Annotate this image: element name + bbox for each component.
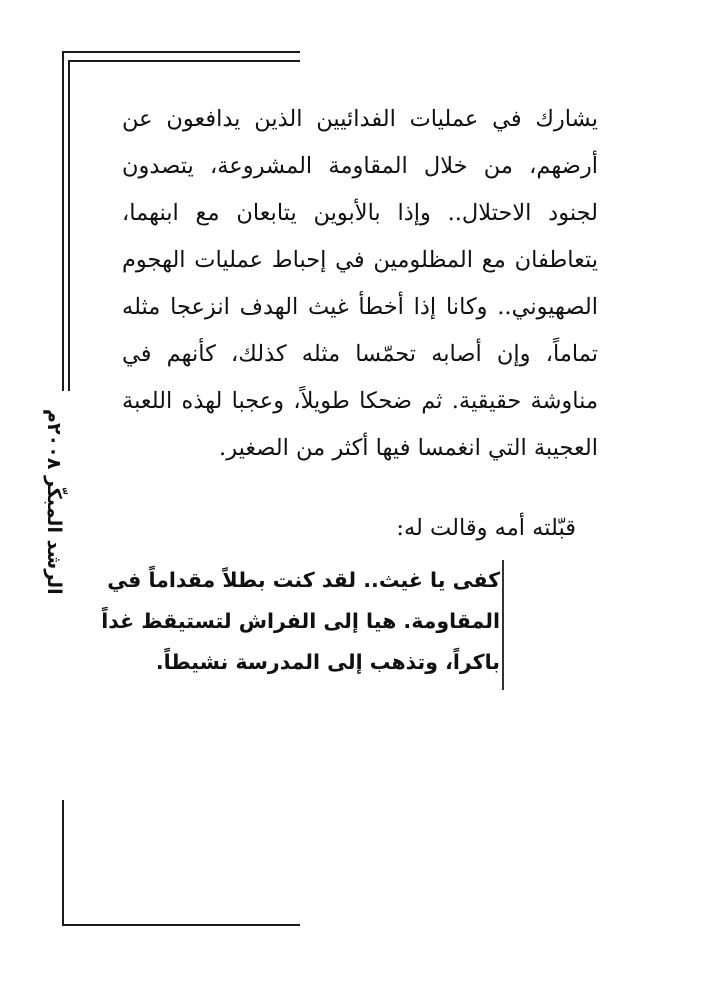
- quote-intro-line: قبّلته أمه وقالت له:: [396, 515, 576, 541]
- quote-block: [101, 560, 504, 690]
- frame-top-inner-line: [68, 60, 300, 62]
- quote-line: المقاومة. هيا إلى الفراش لتستيقظ غداً: [101, 609, 500, 633]
- frame-left-outer-line-top: [62, 51, 64, 391]
- frame-top-outer-line: [62, 51, 300, 53]
- quote-line: كفى يا غيث.. لقد كنت بطلاً مقداماً في: [107, 568, 500, 592]
- main-paragraph: يشارك في عمليات الفدائيين الذين يدافعون عن أرضهم، من خلال المقاومة المشروعة، يتصدون لجنود الاحتلال.. وإذا بالأبوين يتابعان مع ابنهما، يتعاطفان مع المظلومين في إحباط عمليات الهجوم الصهيوني.. وكانا إذا أخطأ غيث الهدف انزعجا مثله تماماً، وإن أصابه تحمّسا مثله كذلك، كأنهم في مناوشة حقيقية. ثم ضحكا طويلاً، وعجبا لهذه اللعبة العجيبة التي انغمسا فيها أكثر من الصغير.: [122, 106, 598, 461]
- frame-left-inner-line-top: [68, 60, 70, 391]
- frame-bottom-line: [62, 924, 300, 926]
- frame-left-line-bottom: [62, 800, 64, 926]
- side-caption: الرشد المبكّر ٢٠٠٨م: [43, 409, 65, 595]
- quote-line: باكراً، وتذهب إلى المدرسة نشيطاً.: [155, 650, 500, 674]
